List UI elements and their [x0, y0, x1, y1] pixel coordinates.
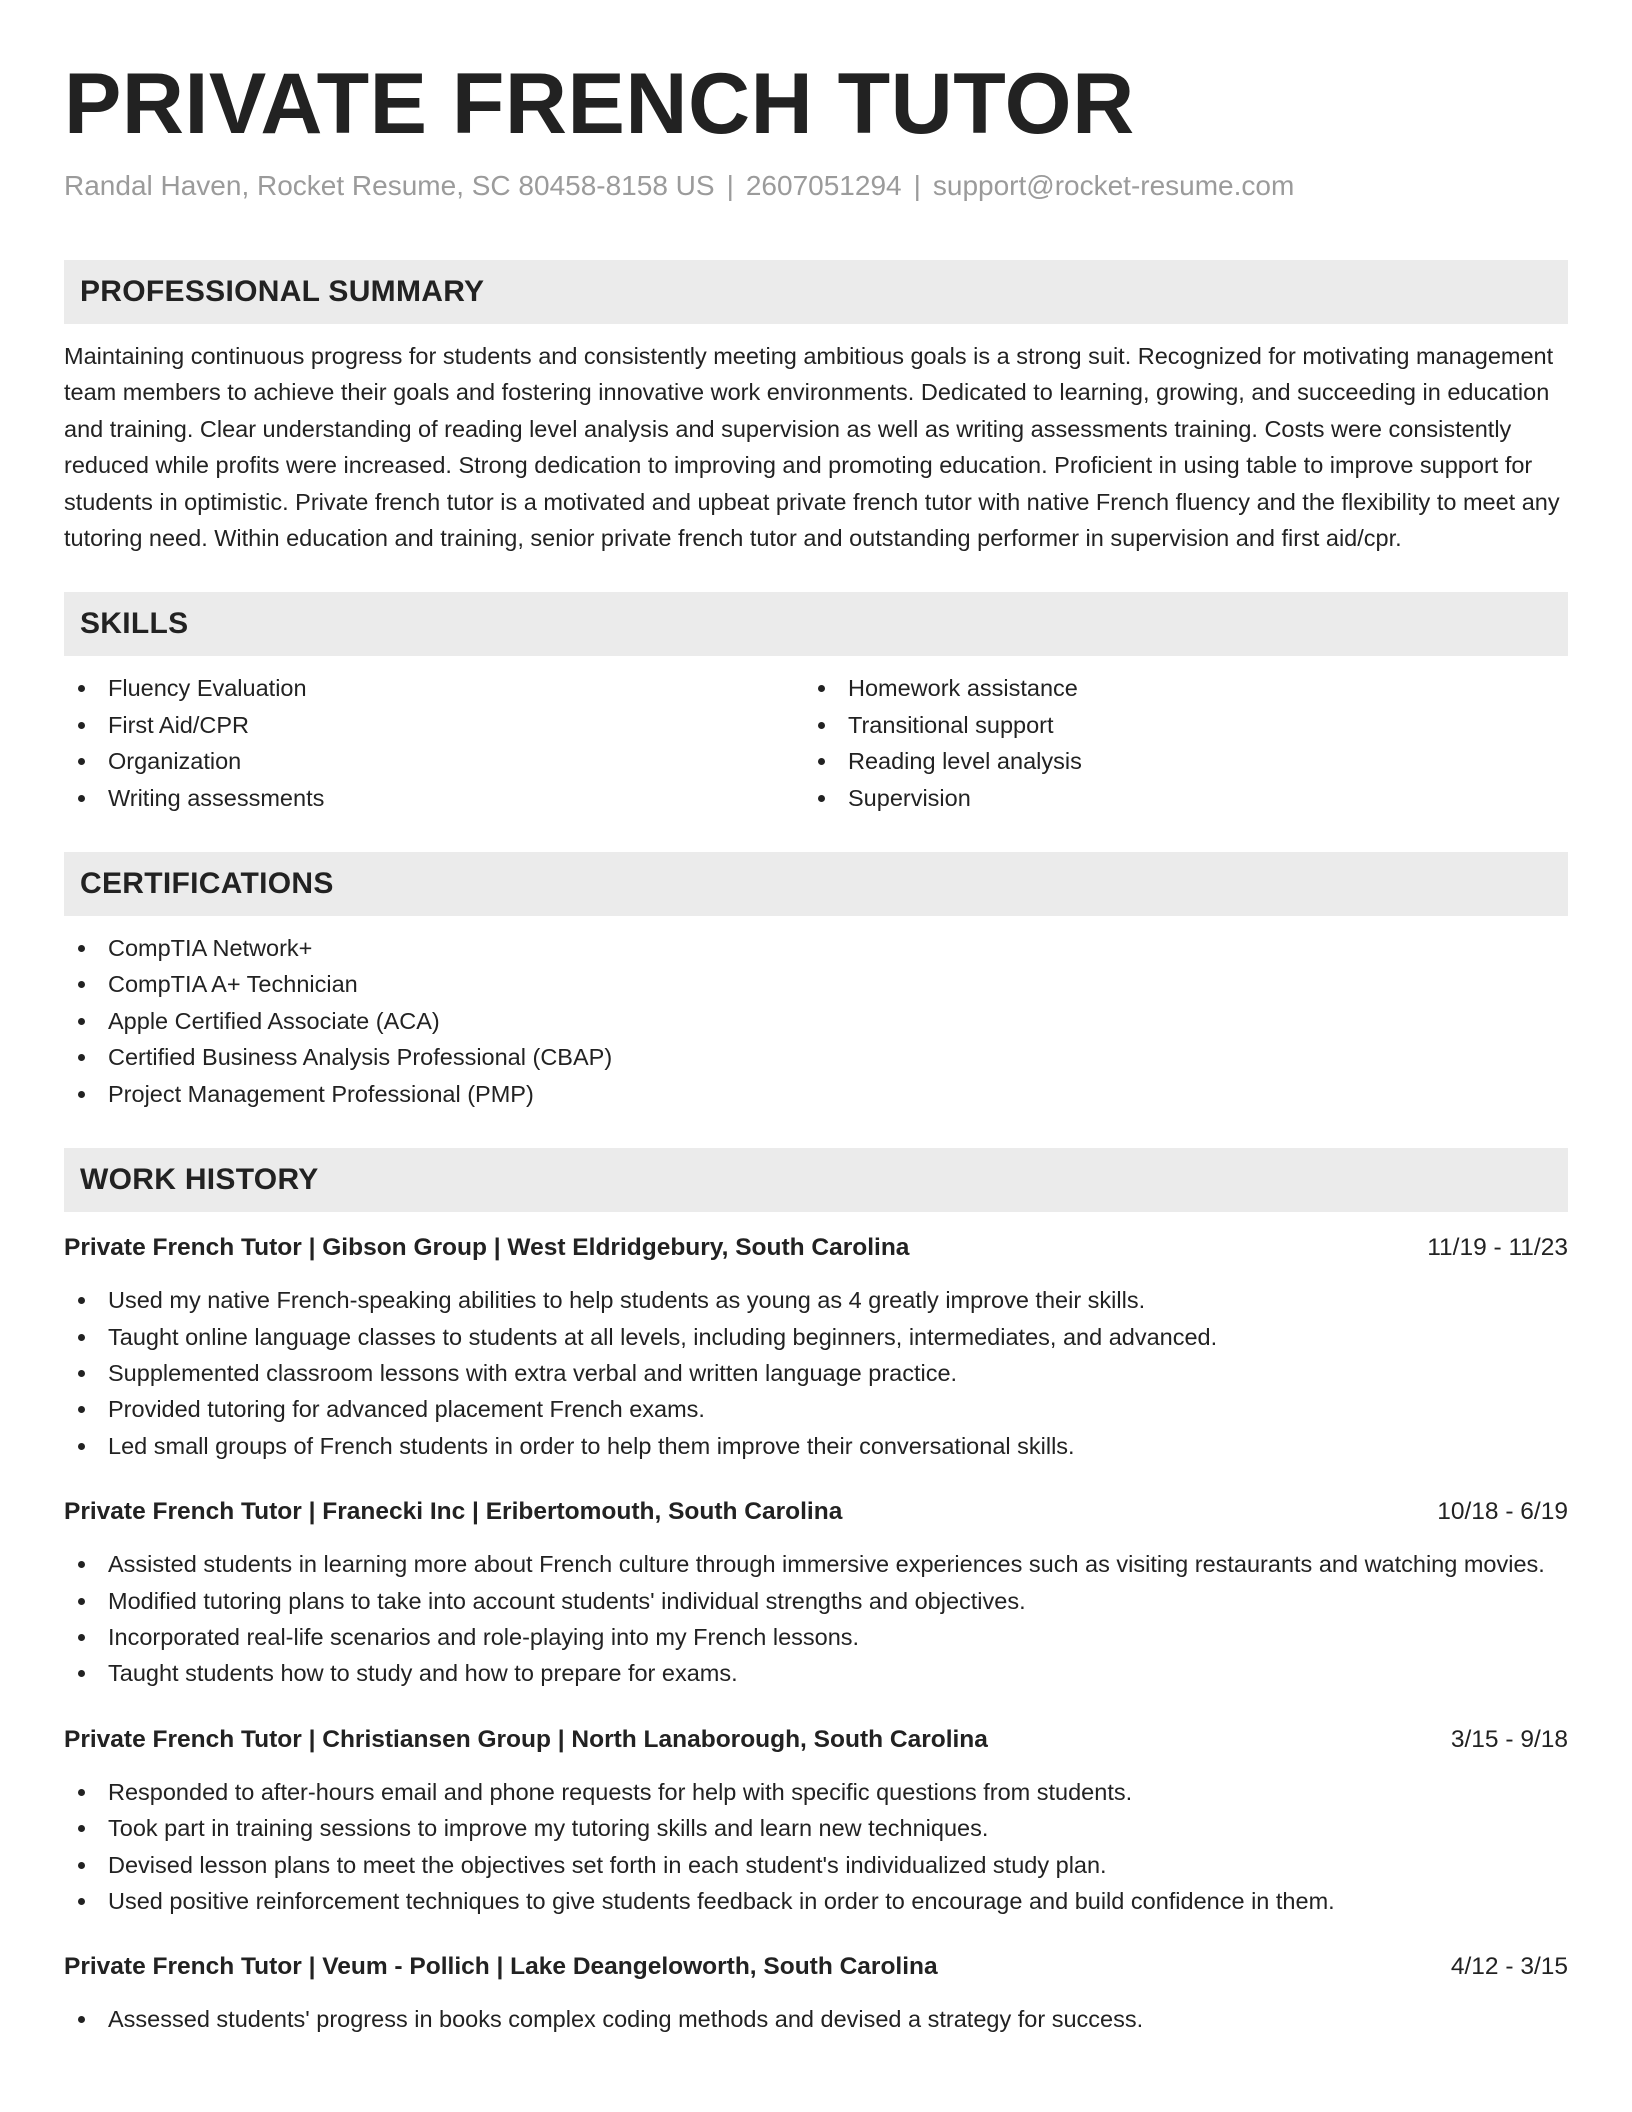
job-bullet: Assisted students in learning more about French culture through immersive experiences such as visiting restaurants and watching movies.: [64, 1546, 1568, 1582]
job-bullets: [64, 2001, 1568, 2037]
contact-separator: |: [726, 170, 734, 201]
job-bullet: Provided tutoring for advanced placement French exams.: [64, 1391, 1568, 1427]
job-dates: 4/12 - 3/15: [1450, 1953, 1568, 1981]
job-entry: [64, 1949, 1568, 2037]
job-bullet: Used my native French-speaking abilities to help students as young as 4 greatly improve their skills.: [64, 1282, 1568, 1318]
job-header: [64, 1949, 1568, 1985]
job-dates: 11/19 - 11/23: [1427, 1234, 1568, 1262]
certifications-section-header: [64, 852, 1568, 916]
skills-list-left: [64, 670, 804, 816]
job-bullets: [64, 1774, 1568, 1920]
skill-item: Homework assistance: [804, 670, 1544, 706]
certification-item: Project Management Professional (PMP): [64, 1076, 1568, 1112]
contact-address: Randal Haven, Rocket Resume, SC 80458-8158 US: [64, 170, 715, 201]
job-bullet: Supplemented classroom lessons with extra verbal and written language practice.: [64, 1355, 1568, 1391]
job-bullet: Taught students how to study and how to prepare for exams.: [64, 1655, 1568, 1691]
certifications-list: [64, 930, 1568, 1112]
job-bullet: Took part in training sessions to improve my tutoring skills and learn new techniques.: [64, 1810, 1568, 1846]
job-bullets: [64, 1282, 1568, 1464]
summary-heading: PROFESSIONAL SUMMARY: [80, 275, 485, 308]
job-bullet: Assessed students' progress in books complex coding methods and devised a strategy for success.: [64, 2001, 1568, 2037]
contact-email: support@rocket-resume.com: [932, 170, 1295, 201]
skill-item: Writing assessments: [64, 780, 804, 816]
job-dates: 10/18 - 6/19: [1437, 1498, 1568, 1526]
job-header: [64, 1722, 1568, 1758]
summary-text: Maintaining continuous progress for students and consistently meeting ambitious goals is a strong suit. Recognized for motivating management team members to achieve their goals and fostering innovative work environments. Dedicated to learning, growing, and succeeding in education and training. Clear understanding of reading level analysis and supervision as well as writing assessments training. Costs were consistently reduced while profits were increased. Strong dedication to improving and promoting education. Proficient in using table to improve support for students in optimistic. Private french tutor is a motivated and upbeat private french tutor with native French fluency and the flexibility to meet any tutoring need. Within education and training, senior private french tutor and outstanding performer in supervision and first aid/cpr.: [64, 343, 1560, 552]
skills-heading: SKILLS: [80, 607, 189, 641]
skill-item: Supervision: [804, 780, 1544, 816]
skill-item: First Aid/CPR: [64, 707, 804, 743]
job-bullet: Responded to after-hours email and phone requests for help with specific questions from students.: [64, 1774, 1568, 1810]
job-bullet: Modified tutoring plans to take into account students' individual strengths and objectives.: [64, 1583, 1568, 1619]
job-bullet: Led small groups of French students in order to help them improve their conversational skills.: [64, 1428, 1568, 1464]
skills-grid: [64, 670, 1568, 816]
certifications-heading: CERTIFICATIONS: [80, 867, 334, 901]
certification-item: CompTIA Network+: [64, 930, 1568, 966]
job-header: [64, 1494, 1568, 1530]
certification-item: Certified Business Analysis Professional (CBAP): [64, 1039, 1568, 1075]
certification-item: CompTIA A+ Technician: [64, 966, 1568, 1002]
skills-section-header: [64, 592, 1568, 656]
job-title: Private French Tutor | Christiansen Group | North Lanaborough, South Carolina: [64, 1725, 988, 1753]
job-title: Private French Tutor | Franecki Inc | Eribertomouth, South Carolina: [64, 1498, 843, 1526]
work-history-section-header: [64, 1148, 1568, 1212]
contact-phone: 2607051294: [745, 170, 902, 201]
job-title: Private French Tutor | Gibson Group | West Eldridgebury, South Carolina: [64, 1234, 910, 1262]
skill-item: Fluency Evaluation: [64, 670, 804, 706]
skill-item: Transitional support: [804, 707, 1544, 743]
skill-item: Organization: [64, 743, 804, 779]
job-bullet: Incorporated real-life scenarios and role-playing into my French lessons.: [64, 1619, 1568, 1655]
job-bullets: [64, 1546, 1568, 1692]
job-bullet: Devised lesson plans to meet the objectives set forth in each student's individualized study plan.: [64, 1847, 1568, 1883]
job-entry: [64, 1494, 1568, 1692]
work-history-heading: WORK HISTORY: [80, 1163, 319, 1197]
job-bullet: Taught online language classes to students at all levels, including beginners, intermediates, and advanced.: [64, 1319, 1568, 1355]
job-dates: 3/15 - 9/18: [1450, 1725, 1568, 1753]
resume-name: PRIVATE FRENCH TUTOR: [64, 56, 1135, 152]
contact-line: [64, 168, 1568, 204]
job-bullet: Used positive reinforcement techniques to give students feedback in order to encourage and build confidence in them.: [64, 1883, 1568, 1919]
job-title: Private French Tutor | Veum - Pollich | Lake Deangeloworth, South Carolina: [64, 1953, 938, 1981]
job-header: [64, 1230, 1568, 1266]
skills-list-right: [804, 670, 1544, 816]
job-entry: [64, 1722, 1568, 1920]
contact-separator: |: [913, 170, 921, 201]
skill-item: Reading level analysis: [804, 743, 1544, 779]
summary-section-header: [64, 260, 1568, 324]
job-entry: [64, 1230, 1568, 1464]
certification-item: Apple Certified Associate (ACA): [64, 1003, 1568, 1039]
